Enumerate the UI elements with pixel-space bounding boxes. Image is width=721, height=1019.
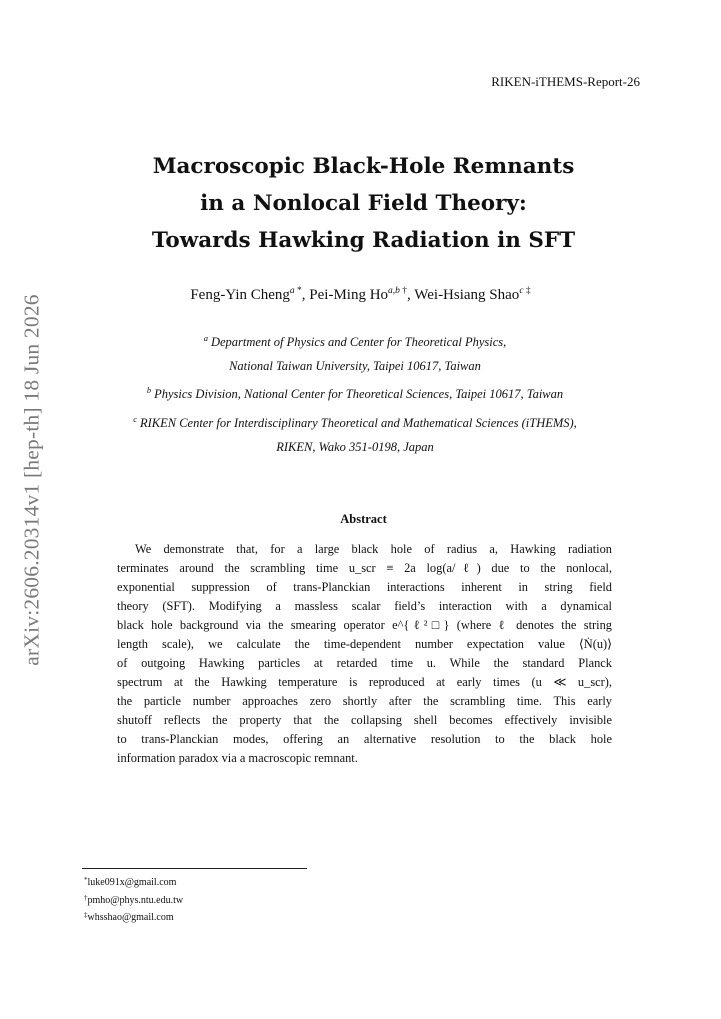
abstract-line: to trans-Planckian modes, offering an alternative resolution to the black hole	[117, 732, 612, 746]
title-line: in a Nonlocal Field Theory:	[200, 191, 527, 216]
abstract-line: shutoff reflects the property that the collapsing shell becomes effectively invisible	[117, 713, 612, 727]
author-list: Feng-Yin Cheng$^a$ *, Pei-Ming Ho$^{a,b}$ †, Wei-Hsiang Shao$^c$ ‡	[190, 286, 531, 303]
footnote: *luke091x@gmail.com	[84, 876, 177, 888]
affiliation-mark: c	[519, 286, 524, 296]
abstract-line: the particle number approaches zero shortly after the scrambling time. This early	[117, 694, 612, 708]
affiliation-line: National Taiwan University, Taipei 10617, Taiwan	[229, 359, 481, 374]
report-number: RIKEN-iTHEMS-Report-26	[491, 74, 640, 89]
footnotes	[84, 873, 183, 926]
email-link[interactable]: pmho@phys.ntu.edu.tw	[87, 894, 184, 906]
title-line: Towards Hawking Radiation in SFT	[151, 228, 576, 253]
abstract-line: spectrum at the Hawking temperature is reproduced at early times (u ≪ u_scr),	[117, 675, 612, 689]
abstract-line: information paradox via a macroscopic remnant.	[117, 751, 358, 765]
footnote-mark: ‡	[525, 286, 531, 296]
footnote-mark: *	[297, 286, 302, 296]
author-name: Pei-Ming Ho	[309, 287, 389, 303]
affiliation-line: $^c$ RIKEN Center for Interdisciplinary Theoretical and Mathematical Sciences (iTHEMS),	[133, 413, 577, 430]
affiliation-mark: a,b	[388, 286, 400, 296]
affiliation-line: $^a$ Department of Physics and Center for Theoretical Physics,	[203, 333, 507, 349]
footnote: ‡whsshao@gmail.com	[84, 911, 174, 923]
abstract-line: length scale), we calculate the time-dependent number expectation value ⟨Ṅ(u)⟩	[117, 637, 612, 651]
abstract-body	[117, 540, 612, 768]
footnote-mark: †	[402, 286, 408, 296]
author-name: Wei-Hsiang Shao	[414, 287, 520, 303]
title-line: Macroscopic Black-Hole Remnants	[152, 154, 575, 179]
abstract-line: of outgoing Hawking particles at retarded time u. While the standard Planck	[117, 656, 612, 670]
affiliation-line: RIKEN, Wako 351-0198, Japan	[276, 439, 434, 454]
affiliation-mark: a	[289, 286, 295, 296]
author-name: Feng-Yin Cheng	[190, 287, 290, 303]
abstract-heading: Abstract	[340, 512, 387, 526]
affiliations	[0, 326, 710, 459]
arxiv-identifier: arXiv:2606.20314v1 [hep-th] 18 Jun 2026	[19, 294, 44, 666]
footnote-divider	[82, 868, 307, 869]
email-link[interactable]: luke091x@gmail.com	[87, 877, 177, 888]
abstract-line: We demonstrate that, for a large black hole of radius a, Hawking radiation	[135, 542, 612, 556]
email-link[interactable]: whsshao@gmail.com	[87, 912, 174, 923]
footnote: †pmho@phys.ntu.edu.tw	[84, 893, 184, 906]
abstract-line: theory (SFT). Modifying a massless scalar field’s interaction with a dynamical	[117, 599, 612, 613]
paper-title	[0, 148, 721, 259]
abstract-line: black hole background via the smearing operator e^{ℓ²□} (where ℓ denotes the string	[117, 618, 612, 632]
abstract-line: terminates around the scrambling time u_scr ≡ 2a log(a/ℓ) due to the nonlocal,	[117, 561, 612, 575]
abstract-line: exponential suppression of trans-Planckian interactions inherent in string field	[117, 580, 612, 594]
affiliation-line: $^b$ Physics Division, National Center for Theoretical Sciences, Taipei 10617, Taiwan	[146, 385, 564, 402]
